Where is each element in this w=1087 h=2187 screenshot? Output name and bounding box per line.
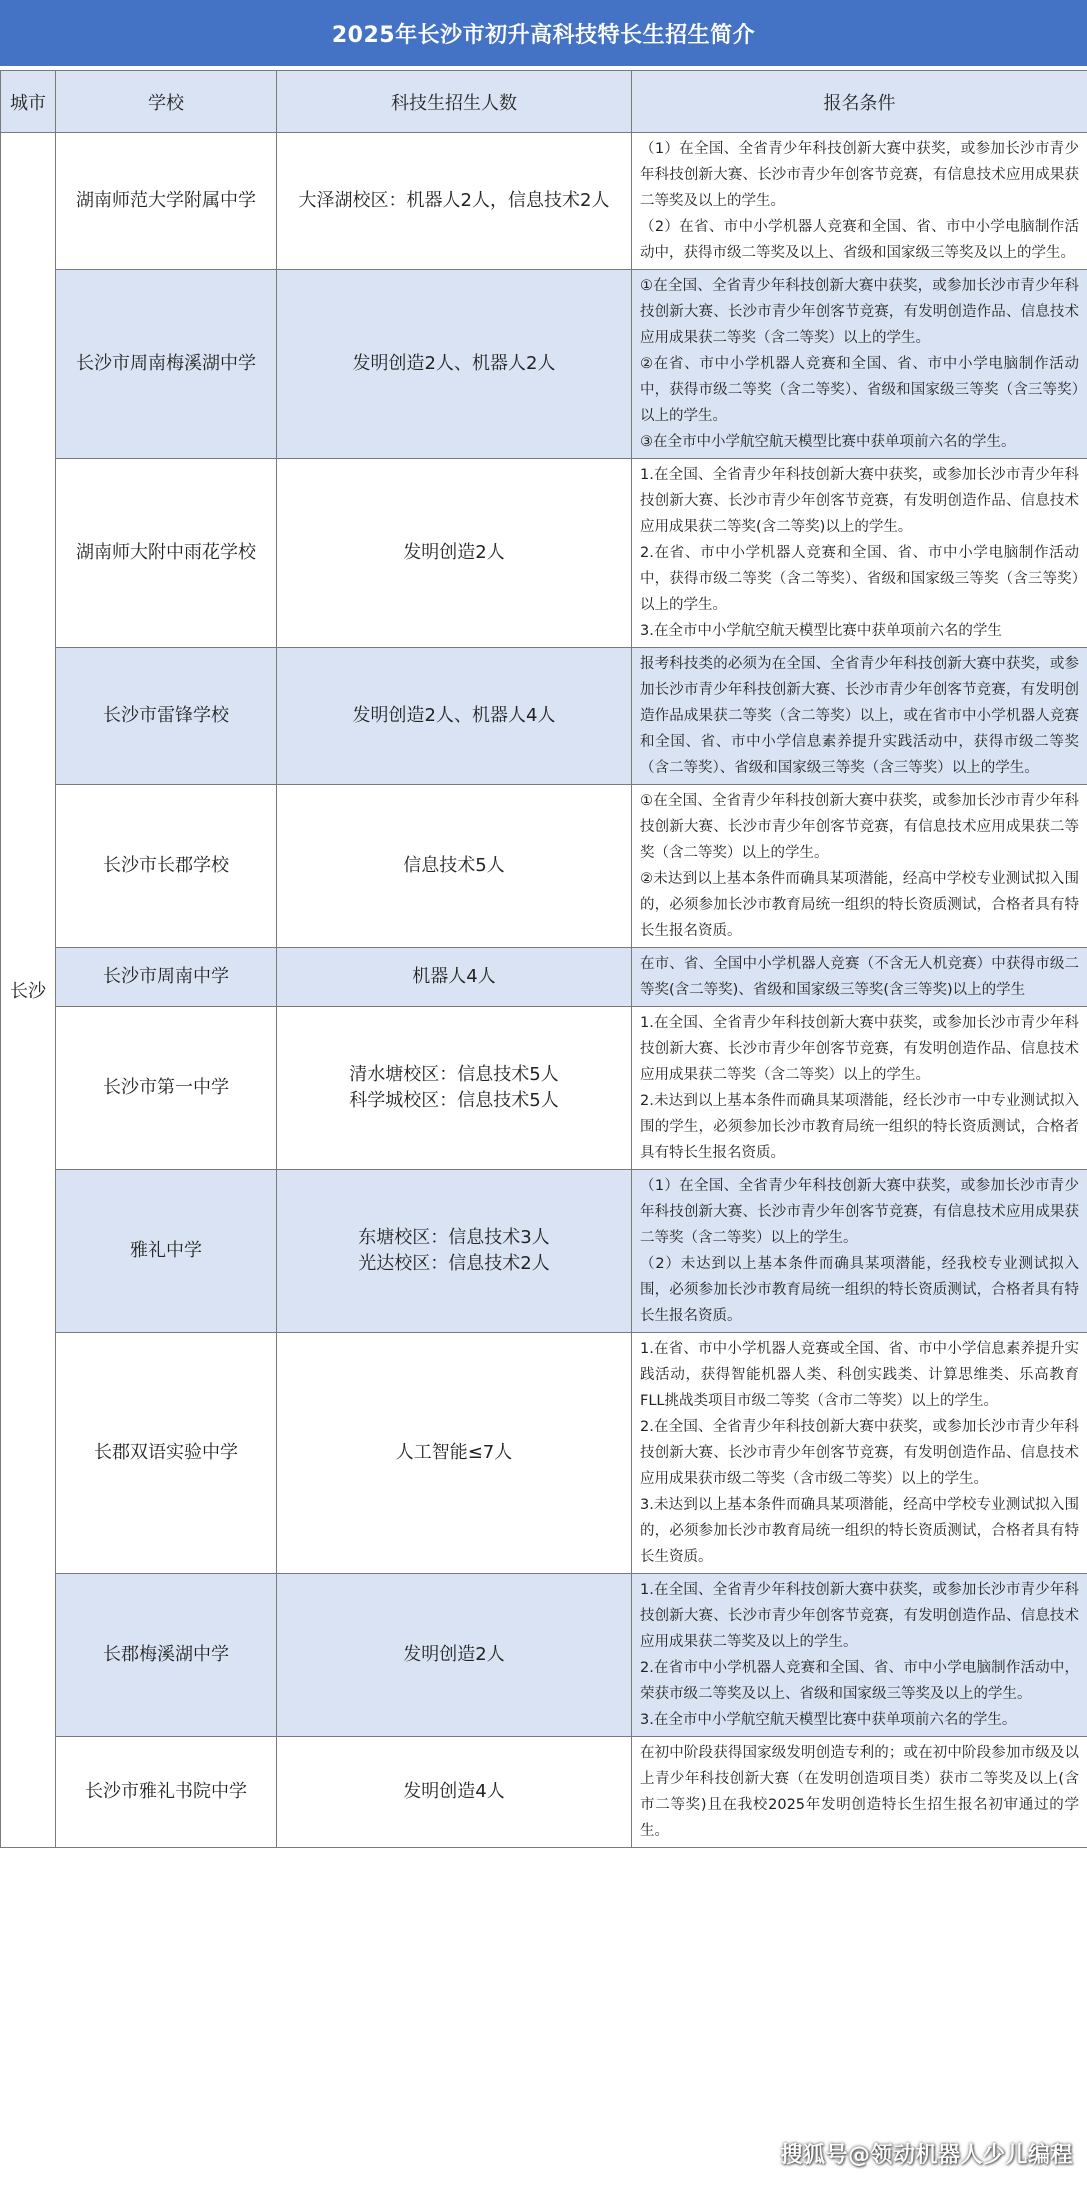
table-row bbox=[1, 133, 1087, 270]
quota-cell bbox=[277, 133, 632, 270]
requirement-item: 2.在全国、全省青少年科技创新大赛中获奖，或参加长沙市青少年科技创新大赛、长沙市青少年创客节竞赛，有发明创造作品、信息技术应用成果获市级二等奖（含市级二等奖）以上的学生。 bbox=[640, 1419, 1079, 1487]
requirement-item: ②在省、市中小学机器人竞赛和全国、省、市中小学电脑制作活动中，获得市级二等奖（含二等奖）、省级和国家级三等奖（含三等奖）以上的学生。 bbox=[640, 356, 1079, 424]
requirement-item: （2）未达到以上基本条件而确具某项潜能，经我校专业测试拟入围，必须参加长沙市教育局统一组织的特长资质测试，合格者具有特长生报名资质。 bbox=[640, 1256, 1079, 1324]
requirements-cell bbox=[632, 1737, 1087, 1848]
school-cell: 长郡梅溪湖中学 bbox=[56, 1574, 277, 1737]
school-cell: 长沙市第一中学 bbox=[56, 1007, 277, 1170]
school-cell: 长沙市周南中学 bbox=[56, 948, 277, 1007]
requirements-cell bbox=[632, 785, 1087, 948]
table-row bbox=[1, 459, 1087, 648]
requirements-cell bbox=[632, 948, 1087, 1007]
requirements-cell bbox=[632, 1574, 1087, 1737]
requirement-item: 2.在省、市中小学机器人竞赛和全国、省、市中小学电脑制作活动中，获得市级二等奖（含二等奖）、省级和国家级三等奖（含三等奖）以上的学生。 bbox=[640, 545, 1079, 613]
table-row bbox=[1, 785, 1087, 948]
requirements-cell bbox=[632, 133, 1087, 270]
quota-line: 机器人4人 bbox=[412, 966, 496, 987]
quota-cell bbox=[277, 648, 632, 785]
school-cell: 长郡双语实验中学 bbox=[56, 1333, 277, 1574]
requirement-item: 3.未达到以上基本条件而确具某项潜能，经高中学校专业测试拟入围的，必须参加长沙市教育局统一组织的特长资质测试，合格者具有特长生资质。 bbox=[640, 1497, 1079, 1565]
requirement-item: 3.在全市中小学航空航天模型比赛中获单项前六名的学生 bbox=[640, 623, 1002, 639]
city-cell: 长沙 bbox=[1, 133, 56, 1848]
table-row bbox=[1, 1574, 1087, 1737]
quota-line: 发明创造2人、机器人2人 bbox=[352, 353, 556, 374]
requirements-cell bbox=[632, 1007, 1087, 1170]
quota-line: 信息技术5人 bbox=[403, 855, 505, 876]
requirement-item: 2.未达到以上基本条件而确具某项潜能，经长沙市一中专业测试拟入围的学生，必须参加长沙市教育局统一组织的特长资质测试，合格者具有特长生报名资质。 bbox=[640, 1093, 1079, 1161]
requirement-item: 在市、省、全国中小学机器人竞赛（不含无人机竞赛）中获得市级二等奖(含二等奖)、省级和国家级三等奖(含三等奖)以上的学生 bbox=[640, 956, 1079, 998]
quota-cell bbox=[277, 1170, 632, 1333]
table-row bbox=[1, 270, 1087, 459]
table-row bbox=[1, 1737, 1087, 1848]
school-cell: 长沙市长郡学校 bbox=[56, 785, 277, 948]
quota-cell bbox=[277, 270, 632, 459]
requirement-item: 3.在全市中小学航空航天模型比赛中获单项前六名的学生。 bbox=[640, 1712, 1017, 1728]
header-city: 城市 bbox=[1, 71, 56, 133]
requirement-item: ①在全国、全省青少年科技创新大赛中获奖，或参加长沙市青少年科技创新大赛、长沙市青少年创客节竞赛，有发明创造作品、信息技术应用成果获二等奖（含二等奖）以上的学生。 bbox=[640, 278, 1079, 346]
admissions-table bbox=[0, 70, 1087, 1848]
quota-cell bbox=[277, 1574, 632, 1737]
school-cell: 长沙市周南梅溪湖中学 bbox=[56, 270, 277, 459]
requirement-item: 1.在全国、全省青少年科技创新大赛中获奖，或参加长沙市青少年科技创新大赛、长沙市青少年创客节竞赛，有发明创造作品、信息技术应用成果获二等奖（含二等奖）以上的学生。 bbox=[640, 1015, 1079, 1083]
quota-line: 大泽湖校区：机器人2人，信息技术2人 bbox=[298, 190, 610, 211]
requirement-item: （1）在全国、全省青少年科技创新大赛中获奖，或参加长沙市青少年科技创新大赛、长沙市青少年创客节竞赛，有信息技术应用成果获二等奖（含二等奖）以上的学生。 bbox=[640, 1178, 1079, 1246]
quota-cell bbox=[277, 948, 632, 1007]
requirement-item: （2）在省、市中小学机器人竞赛和全国、省、市中小学电脑制作活动中，获得市级二等奖及以上、省级和国家级三等奖及以上的学生。 bbox=[640, 219, 1079, 261]
page-title: 2025年长沙市初升高科技特长生招生简介 bbox=[0, 0, 1087, 66]
requirements-cell bbox=[632, 648, 1087, 785]
header-requirements: 报名条件 bbox=[632, 71, 1087, 133]
requirement-item: 2.在省市中小学机器人竞赛和全国、省、市中小学电脑制作活动中，荣获市级二等奖及以上、省级和国家级三等奖及以上的学生。 bbox=[640, 1660, 1079, 1702]
requirement-item: （1）在全国、全省青少年科技创新大赛中获奖，或参加长沙市青少年科技创新大赛、长沙市青少年创客节竞赛，有信息技术应用成果获二等奖及以上的学生。 bbox=[640, 141, 1079, 209]
header-quota: 科技生招生人数 bbox=[277, 71, 632, 133]
table-row bbox=[1, 1007, 1087, 1170]
quota-cell bbox=[277, 1333, 632, 1574]
table-body bbox=[1, 133, 1087, 1848]
quota-cell bbox=[277, 459, 632, 648]
requirements-cell bbox=[632, 270, 1087, 459]
table-row bbox=[1, 1170, 1087, 1333]
requirement-item: 1.在全国、全省青少年科技创新大赛中获奖，或参加长沙市青少年科技创新大赛、长沙市青少年创客节竞赛，有发明创造作品、信息技术应用成果获二等奖(含二等奖)以上的学生。 bbox=[640, 467, 1079, 535]
school-cell: 雅礼中学 bbox=[56, 1170, 277, 1333]
quota-line: 发明创造4人 bbox=[403, 1781, 505, 1802]
quota-line: 光达校区：信息技术2人 bbox=[358, 1253, 550, 1274]
requirements-cell bbox=[632, 459, 1087, 648]
requirements-cell bbox=[632, 1170, 1087, 1333]
quota-line: 发明创造2人、机器人4人 bbox=[352, 705, 556, 726]
school-cell: 长沙市雷锋学校 bbox=[56, 648, 277, 785]
requirement-item: ①在全国、全省青少年科技创新大赛中获奖，或参加长沙市青少年科技创新大赛、长沙市青少年创客节竞赛，有信息技术应用成果获二等奖（含二等奖）以上的学生。 bbox=[640, 793, 1079, 861]
quota-line: 发明创造2人 bbox=[403, 542, 505, 563]
quota-line: 发明创造2人 bbox=[403, 1644, 505, 1665]
quota-line: 科学城校区：信息技术5人 bbox=[349, 1090, 559, 1111]
school-cell: 湖南师范大学附属中学 bbox=[56, 133, 277, 270]
requirement-item: ②未达到以上基本条件而确具某项潜能，经高中学校专业测试拟入围的，必须参加长沙市教育局统一组织的特长资质测试，合格者具有特长生报名资质。 bbox=[640, 871, 1079, 939]
school-cell: 湖南师大附中雨花学校 bbox=[56, 459, 277, 648]
requirement-item: 1.在省、市中小学机器人竞赛或全国、省、市中小学信息素养提升实践活动，获得智能机器人类、科创实践类、计算思维类、乐高教育FLL挑战类项目市级二等奖（含市二等奖）以上的学生。 bbox=[640, 1341, 1079, 1409]
quota-line: 清水塘校区：信息技术5人 bbox=[349, 1064, 559, 1085]
header-school: 学校 bbox=[56, 71, 277, 133]
header-row bbox=[1, 71, 1087, 133]
requirement-item: ③在全市中小学航空航天模型比赛中获单项前六名的学生。 bbox=[640, 434, 1016, 450]
table-row bbox=[1, 648, 1087, 785]
watermark: 搜狐号@领动机器人少儿编程 bbox=[780, 2143, 1073, 2168]
table-row bbox=[1, 948, 1087, 1007]
quota-cell bbox=[277, 1737, 632, 1848]
quota-line: 东塘校区：信息技术3人 bbox=[358, 1227, 550, 1248]
requirement-item: 1.在全国、全省青少年科技创新大赛中获奖，或参加长沙市青少年科技创新大赛、长沙市青少年创客节竞赛，有发明创造作品、信息技术应用成果获二等奖及以上的学生。 bbox=[640, 1582, 1079, 1650]
requirements-cell bbox=[632, 1333, 1087, 1574]
table-row bbox=[1, 1333, 1087, 1574]
requirement-item: 在初中阶段获得国家级发明创造专利的；或在初中阶段参加市级及以上青少年科技创新大赛（在发明创造项目类）获市二等奖及以上(含市二等奖)且在我校2025年发明创造特长生招生报名初审通过的学生。 bbox=[640, 1745, 1079, 1839]
quota-cell bbox=[277, 785, 632, 948]
requirement-item: 报考科技类的必须为在全国、全省青少年科技创新大赛中获奖，或参加长沙市青少年科技创新大赛、长沙市青少年创客节竞赛，有发明创造作品成果获二等奖（含二等奖）以上，或在省市中小学机器人竞赛和全国、省、市中小学信息素养提升实践活动中，获得市级二等奖（含二等奖）、省级和国家级三等奖（含三等奖）以上的学生。 bbox=[640, 656, 1079, 776]
school-cell: 长沙市雅礼书院中学 bbox=[56, 1737, 277, 1848]
quota-line: 人工智能≤7人 bbox=[395, 1442, 513, 1463]
quota-cell bbox=[277, 1007, 632, 1170]
